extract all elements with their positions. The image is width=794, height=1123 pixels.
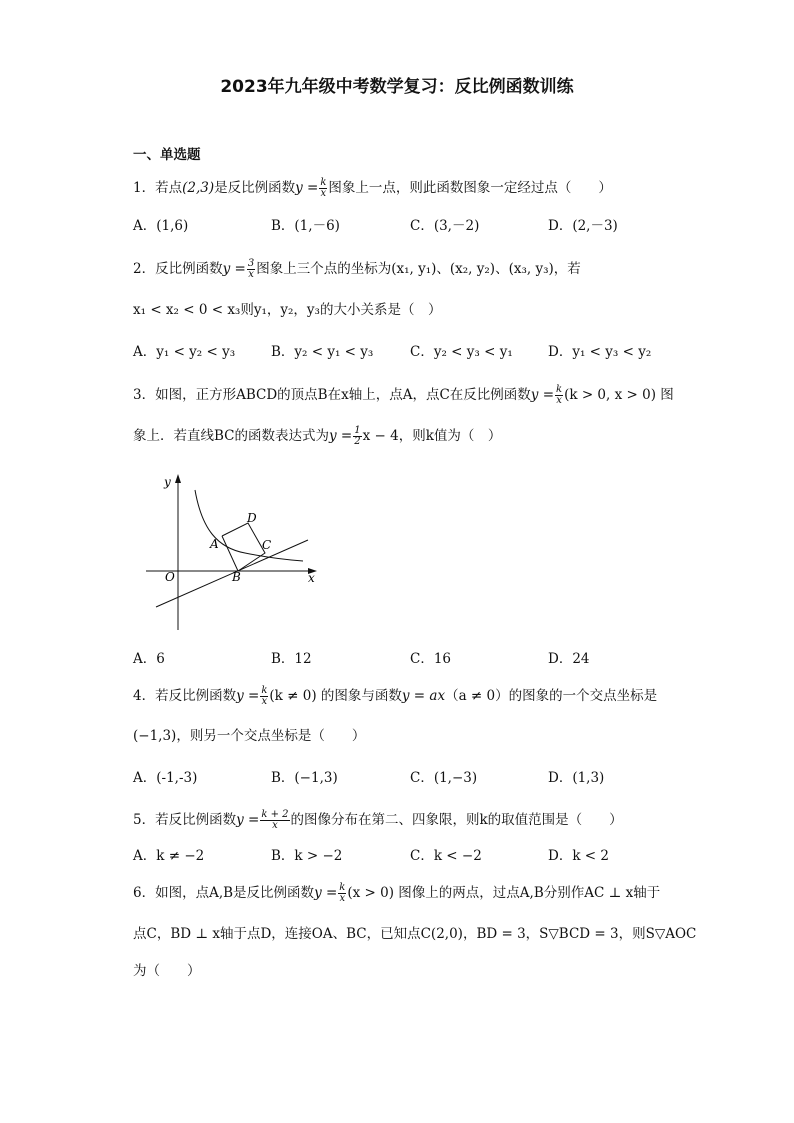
q5-text-b: 的图像分布在第二、四象限，则k的取值范围是（ ）	[290, 812, 623, 828]
label-y: y	[164, 475, 171, 489]
q4-option-d[interactable]: D．(1,3)	[548, 770, 605, 786]
question-6-line-2: 点C，BD ⊥ x轴于点D，连接OA、BC，已知点C(2,0)，BD = 3，S▽BCD = 3，则S▽AOC	[133, 926, 697, 942]
q1-option-a[interactable]: A．(1,6)	[133, 218, 189, 234]
question-6-line-3: 为（ ）	[133, 963, 201, 979]
q3-fraction	[555, 385, 563, 406]
q3-option-c[interactable]: C．16	[410, 651, 452, 667]
label-x: x	[308, 571, 315, 585]
label-b: B	[232, 570, 241, 584]
q6-text-b: (x > 0) 图像上的两点，过点A,B分别作AC ⊥ x轴于	[347, 885, 661, 901]
q3-line2-frac-num: 1	[354, 425, 361, 436]
q4-text-c: y = ax	[401, 688, 446, 704]
q1-point: (2,3)	[182, 180, 215, 196]
q6-frac-den: x	[339, 893, 346, 904]
q6-fraction	[338, 883, 346, 904]
q2-fraction	[247, 259, 255, 280]
q3-text-a: 3．如图，正方形ABCD的顶点B在x轴上，点A，点C在反比例函数	[133, 387, 531, 403]
q3-text-b: (k > 0, x > 0) 图	[564, 387, 674, 403]
q6-frac-num: k	[339, 882, 346, 893]
label-c: C	[262, 538, 272, 552]
question-3-line-1	[133, 385, 674, 406]
q4-text-b: (k ≠ 0) 的图象与函数	[269, 688, 402, 704]
section-heading: 一、单选题	[133, 147, 201, 163]
q4-option-b[interactable]: B．(−1,3)	[271, 770, 338, 786]
q5-option-b[interactable]: B．k > −2	[271, 848, 343, 864]
q4-option-c[interactable]: C．(1,−3)	[410, 770, 478, 786]
q4-text-d: （a ≠ 0）的图象的一个交点坐标是	[445, 688, 658, 704]
question-2-line-1	[133, 259, 581, 280]
q4-frac-num: k	[261, 685, 268, 696]
q5-option-d[interactable]: D．k < 2	[548, 848, 609, 864]
q3-line2-a: 象上．若直线BC的函数表达式为	[133, 428, 330, 444]
q1-option-b[interactable]: B．(1,－6)	[271, 218, 340, 234]
q4-option-a[interactable]: A．(-1,-3)	[133, 770, 198, 786]
q3-line2-frac-den: 2	[354, 436, 361, 447]
question-4-line-2: (−1,3)，则另一个交点坐标是（ ）	[133, 728, 366, 744]
q2-option-c[interactable]: C．y₂ < y₃ < y₁	[410, 344, 513, 360]
label-a: A	[210, 537, 219, 551]
q2-option-b[interactable]: B．y₂ < y₁ < y₃	[271, 344, 374, 360]
q1-func: y =	[295, 180, 319, 196]
q1-option-d[interactable]: D．(2,－3)	[548, 218, 618, 234]
question-1	[133, 178, 612, 199]
question-4-line-1	[133, 686, 657, 707]
question-3-line-2	[133, 426, 501, 447]
q3-option-b[interactable]: B．12	[271, 651, 312, 667]
q3-func: y =	[530, 387, 555, 403]
question-2-line-2: x₁ < x₂ < 0 < x₃则y₁，y₂，y₃的大小关系是（ ）	[133, 302, 442, 318]
q1-frac-num: k	[320, 177, 327, 188]
y-axis-arrow	[175, 474, 181, 483]
q3-frac-den: x	[556, 395, 562, 406]
q3-option-d[interactable]: D．24	[548, 651, 590, 667]
question-5-line-1	[133, 810, 623, 831]
q1-option-c[interactable]: C．(3,－2)	[410, 218, 480, 234]
q2-frac-den: x	[248, 269, 254, 280]
q1-text-b: 是反比例函数	[214, 180, 296, 196]
q5-option-a[interactable]: A．k ≠ −2	[133, 848, 205, 864]
q5-frac-den: x	[272, 820, 278, 831]
q3-figure	[140, 470, 330, 635]
q3-line2-b: x − 4，则k值为（ ）	[362, 428, 502, 444]
page-title: 2023年九年级中考数学复习：反比例函数训练	[220, 77, 574, 97]
q1-fraction	[319, 178, 327, 199]
q4-text-a: 4．若反比例函数	[133, 688, 237, 704]
q4-fraction	[260, 686, 268, 707]
q2-option-d[interactable]: D．y₁ < y₃ < y₂	[548, 344, 652, 360]
q2-text-b: 图象上三个点的坐标为(x₁, y₁)、(x₂, y₂)、(x₃, y₃)，若	[256, 261, 581, 277]
q2-frac-num: 3	[247, 258, 255, 269]
q3-frac-num: k	[556, 384, 563, 395]
q5-option-c[interactable]: C．k < −2	[410, 848, 482, 864]
q2-func: y =	[222, 261, 246, 277]
q1-text-c: 图象上一点，则此函数图象一定经过点（ ）	[328, 180, 612, 196]
q3-line2-fraction	[353, 426, 361, 447]
q5-func: y =	[236, 812, 260, 828]
question-6-line-1	[133, 883, 660, 904]
q3-line2-func: y =	[329, 428, 353, 444]
label-d: D	[247, 511, 257, 525]
q6-func: y =	[314, 885, 338, 901]
q2-text-a: 2．反比例函数	[133, 261, 223, 277]
q4-frac-den: x	[261, 696, 268, 707]
q5-frac-num: k + 2	[261, 809, 289, 820]
label-o: O	[165, 570, 175, 584]
q6-text-a: 6．如图，点A,B是反比例函数	[133, 885, 315, 901]
q3-option-a[interactable]: A．6	[133, 651, 165, 667]
q4-func: y =	[236, 688, 260, 704]
q5-fraction	[260, 810, 289, 831]
q2-option-a[interactable]: A．y₁ < y₂ < y₃	[133, 344, 236, 360]
q5-text-a: 5．若反比例函数	[133, 812, 237, 828]
q1-text-a: 1．若点	[133, 180, 183, 196]
q1-frac-den: x	[320, 188, 327, 199]
